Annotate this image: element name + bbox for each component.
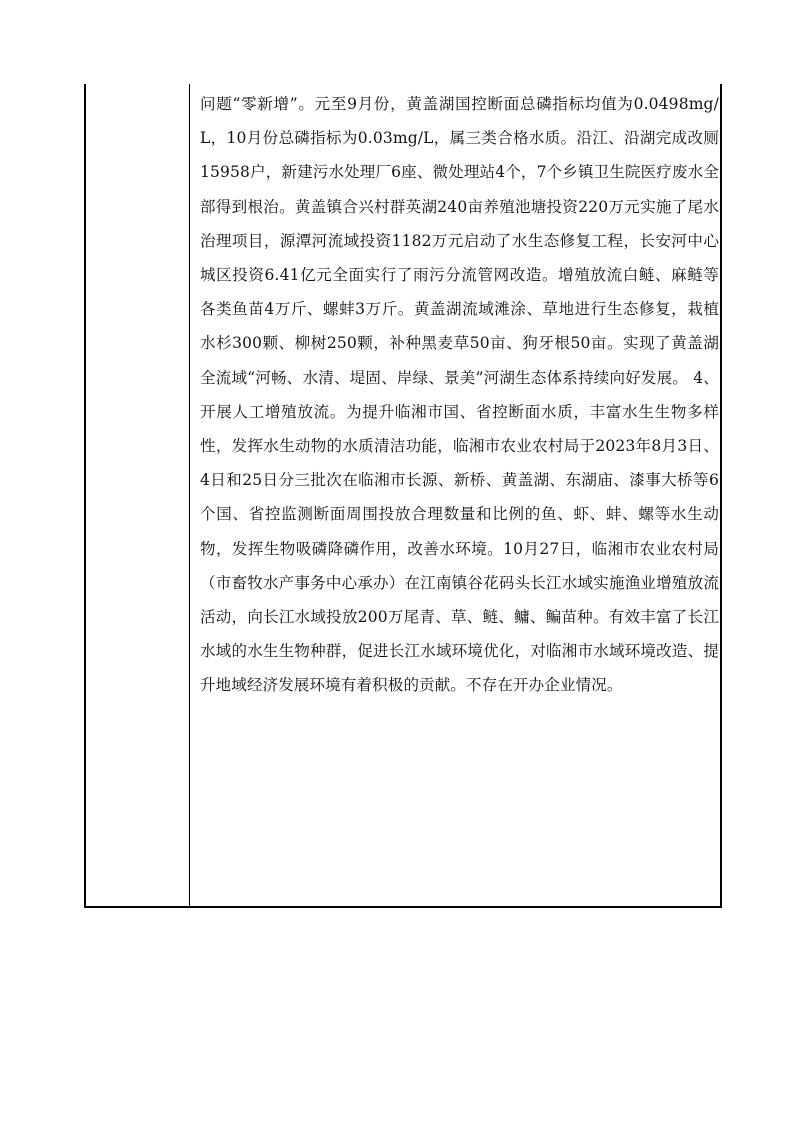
body-paragraph: 问题“零新增”。元至9月份，黄盖湖国控断面总磷指标均值为0.0498mg/L，10月份总磷指标为0.03mg/L，属三类合格水质。沿江、沿湖完成改厕15958户，新建污水处理厂6座、微处理站4个，7个乡镇卫生院医疗废水全部得到根治。黄盖镇合兴村群英湖240亩养殖池塘投资220万元实施了尾水治理项目，源潭河流域投资1182万元启动了水生态修复工程，长安河中心城区投资6.41亿元全面实行了雨污分流管网改造。增殖放流白鲢、麻鲢等各类鱼苗4万斤、螺蚌3万斤。黄盖湖流域滩涂、草地进行生态修复，栽植水杉300颗、柳树250颗，补种黑麦草50亩、狗牙根50亩。实现了黄盖湖全流域“河畅、水清、堤固、岸绿、景美”河湖生态体系持续向好发展。 4、开展人工增殖放流。为提升临湘市国、省控断面水质，丰富水生生物多样性，发挥水生动物的水质清洁功能，临湘市农业农村局于2023年8月3日、4日和25日分三批次在临湘市长源、新桥、黄盖湖、东湖庙、漆事大桥等6个国、省控监测断面周围投放合理数量和比例的鱼、虾、蚌、螺等水生动物，发挥生物吸磷降磷作用，改善水环境。10月27日，临湘市农业农村局（市畜牧水产事务中心承办）在江南镇谷花码头长江水域实施渔业增殖放流活动，向长江水域投放200万尾青、草、鲢、鳙、鳊苗种。有效丰富了长江水域的水生生物种群，促进长江水域环境优化，对临湘市水域环境改造、提升地域经济发展环境有着积极的贡献。不存在开办企业情况。 (200, 95, 719, 695)
table-content-column (190, 84, 720, 906)
document-table (84, 84, 722, 908)
table-label-column (86, 84, 190, 906)
